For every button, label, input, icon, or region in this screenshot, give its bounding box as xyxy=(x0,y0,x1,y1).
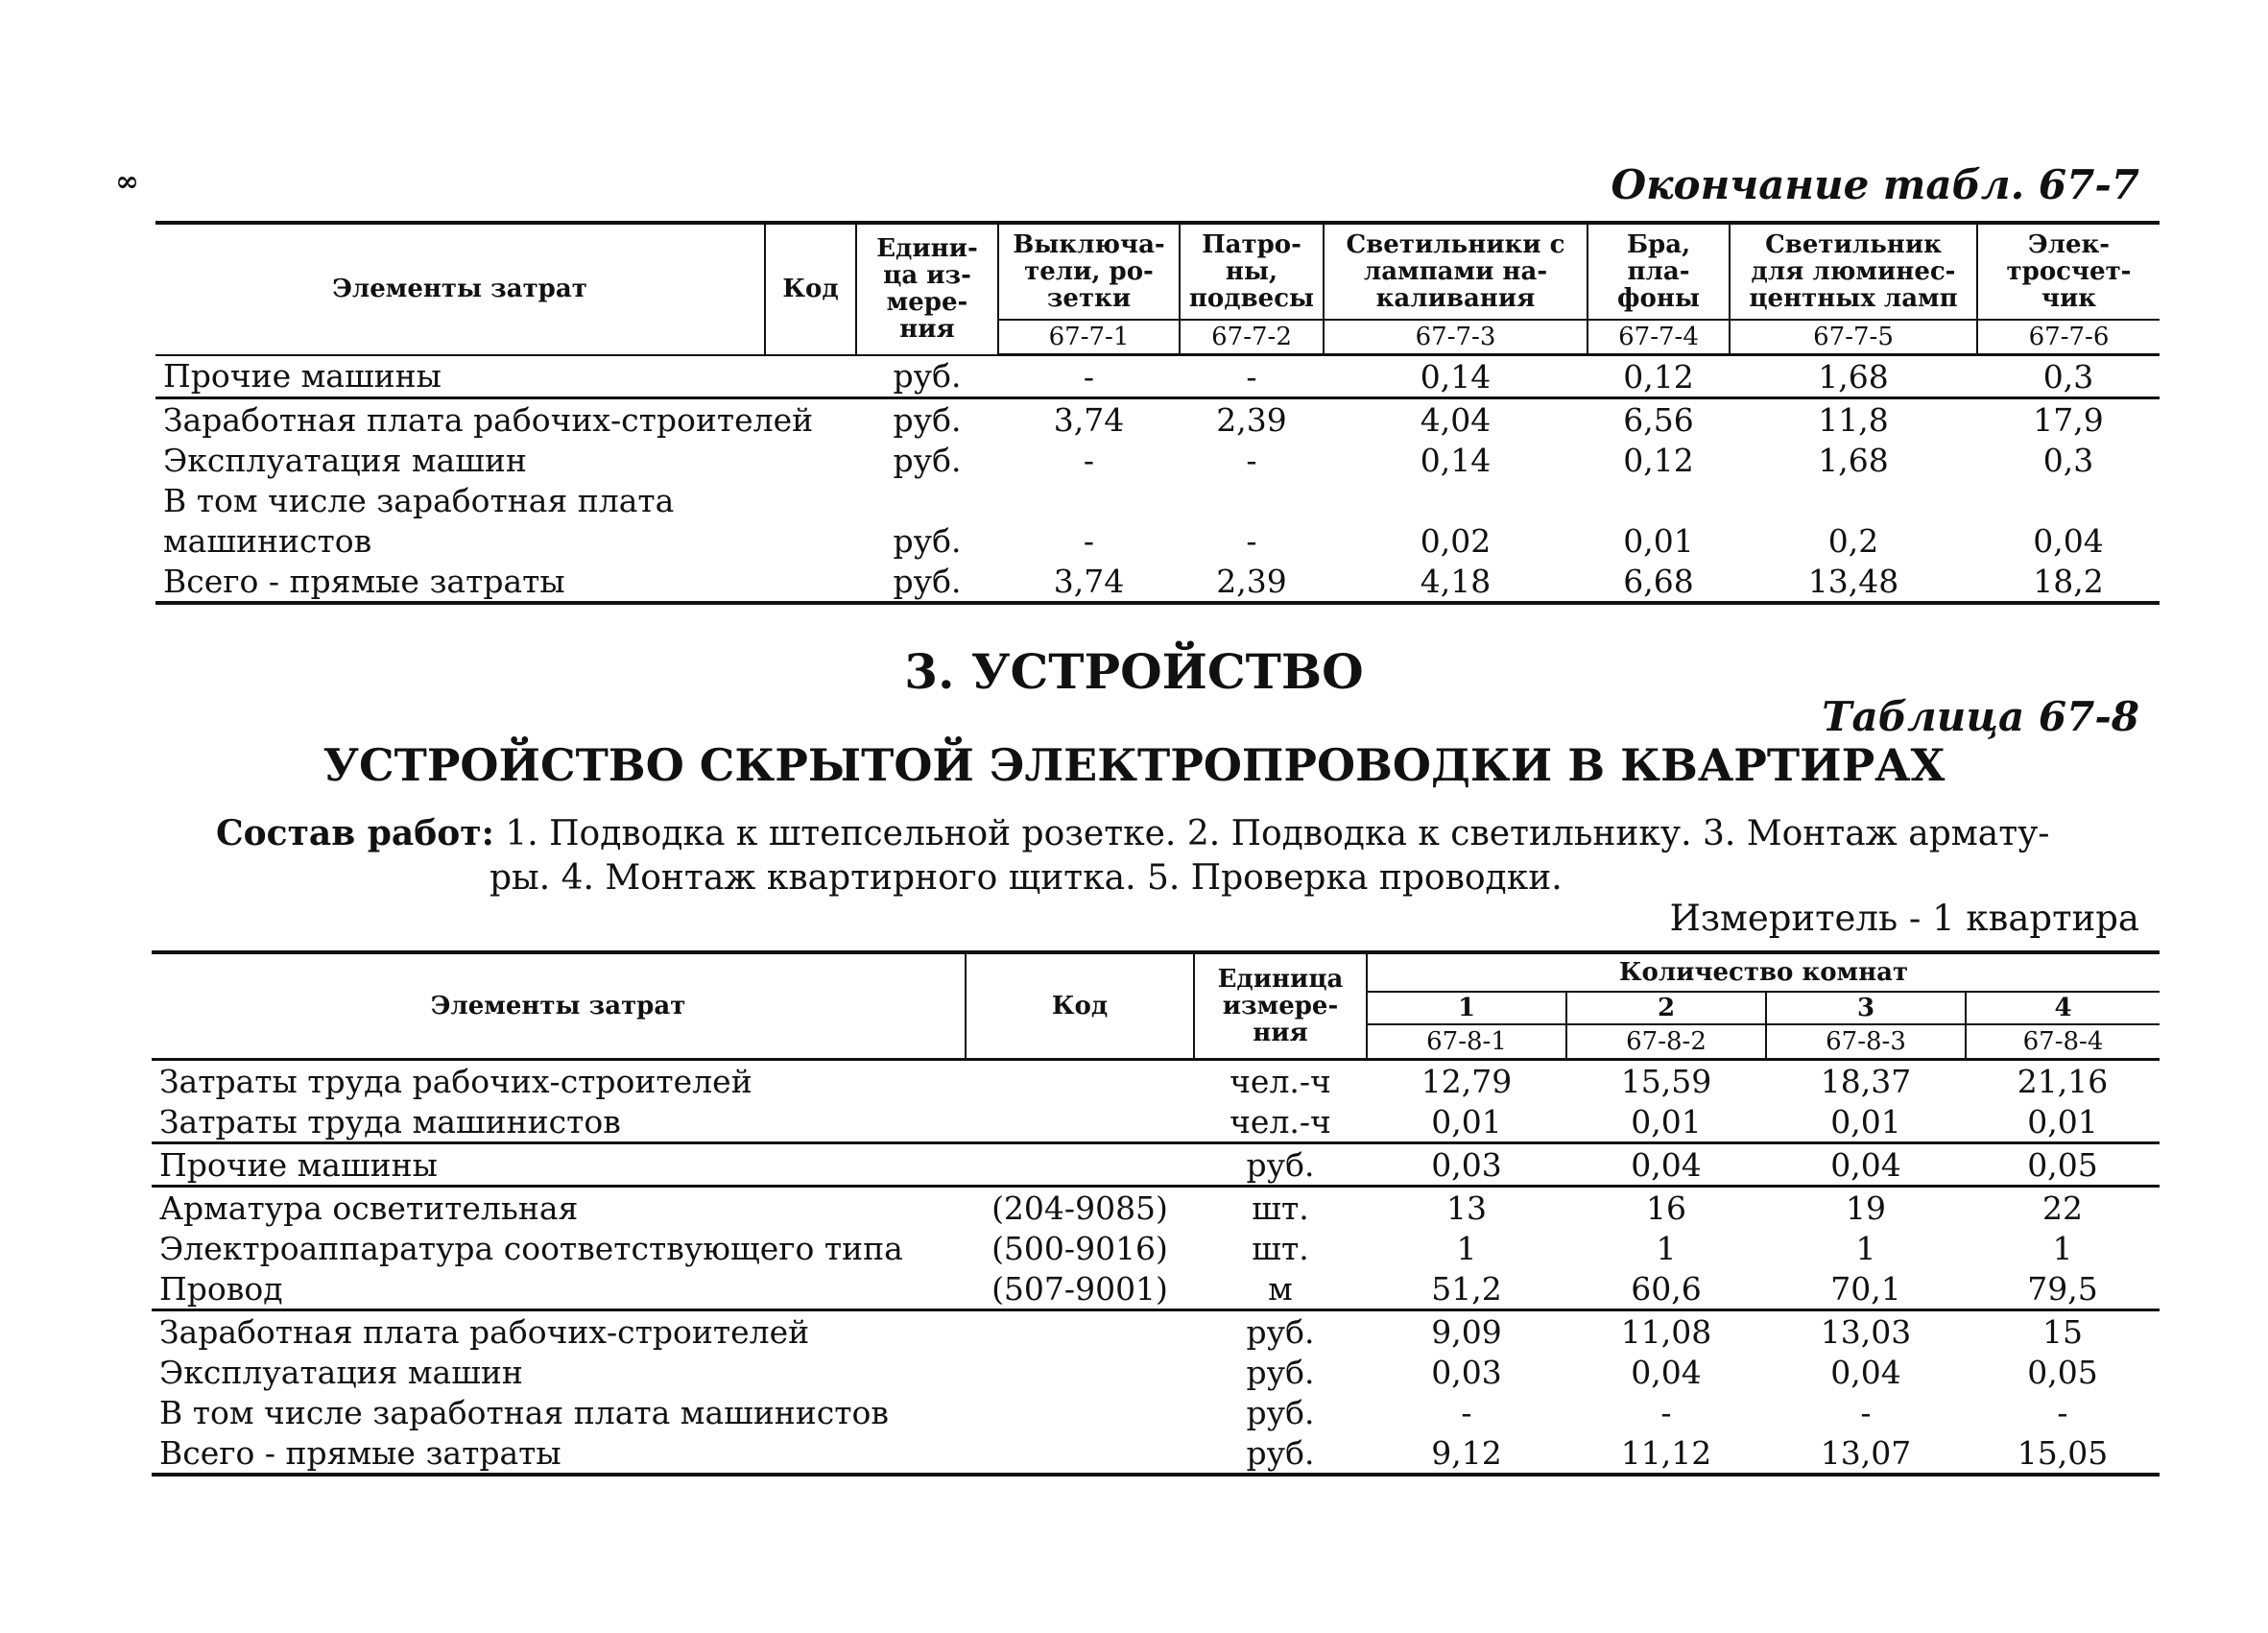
composition-line-2: ры. 4. Монтаж квартирного щитка. 5. Проверка проводки. xyxy=(489,858,1563,898)
row-code xyxy=(966,1060,1194,1102)
row-value: 9,12 xyxy=(1367,1432,1566,1475)
row-value: 13,03 xyxy=(1766,1310,1966,1353)
table-number: Таблица 67-8 xyxy=(1822,693,2139,740)
row-code: (507-9001) xyxy=(991,1269,1168,1308)
row-code: (500-9016) xyxy=(991,1229,1168,1267)
row-unit: руб. xyxy=(893,441,962,479)
row-name: Провод xyxy=(159,1269,283,1308)
row-value: 0,05 xyxy=(1966,1143,2160,1187)
row-name: Заработная плата рабочих-строителей xyxy=(155,398,856,441)
row-code: (204-9085) xyxy=(966,1187,1194,1229)
row-value: 1,68 xyxy=(1818,441,1889,479)
row-unit: руб. xyxy=(893,521,962,560)
row-value: 0,3 xyxy=(2042,357,2094,396)
table-row-total xyxy=(155,561,2160,603)
row-value: - xyxy=(1083,441,1095,479)
row-value: 60,6 xyxy=(1631,1269,1702,1308)
header-code-3: 67-7-3 xyxy=(1324,320,1588,355)
header-col-2: Патро-ны, подвесы xyxy=(1180,223,1324,320)
row-unit: руб. xyxy=(1194,1432,1367,1475)
row-value: - xyxy=(1246,441,1257,479)
row-value: 0,03 xyxy=(1431,1353,1502,1391)
row-name: машинистов xyxy=(163,521,372,560)
row-value: 13 xyxy=(1367,1187,1566,1229)
row-value: 11,08 xyxy=(1566,1310,1766,1353)
row-unit: шт. xyxy=(1194,1187,1367,1229)
row-unit: руб. xyxy=(856,561,998,603)
table-67-7-end xyxy=(155,221,2160,605)
row-value: 0,05 xyxy=(2027,1353,2098,1391)
row-code xyxy=(966,1310,1194,1353)
row-name: Всего - прямые затраты xyxy=(152,1432,966,1475)
table-row xyxy=(155,480,2160,520)
row-value: 0,12 xyxy=(1623,441,1694,479)
row-value: 0,14 xyxy=(1420,357,1492,396)
header-col-1: 1 xyxy=(1367,992,1566,1024)
row-value: 0,3 xyxy=(2042,441,2094,479)
table-row xyxy=(152,1352,2160,1392)
row-value: 16 xyxy=(1566,1187,1766,1229)
row-value: 15,59 xyxy=(1620,1062,1712,1100)
row-code xyxy=(966,1352,1194,1392)
row-name: Электроаппаратура соответствующего типа xyxy=(159,1229,903,1267)
table-row xyxy=(155,440,2160,480)
row-name: Эксплуатация машин xyxy=(159,1353,523,1391)
row-value: - xyxy=(1246,521,1257,560)
header-code-1: 67-7-1 xyxy=(998,320,1180,355)
work-composition xyxy=(216,811,2145,901)
row-value xyxy=(1977,480,2160,520)
row-code xyxy=(966,1392,1194,1432)
row-value: 0,04 xyxy=(1766,1143,1966,1187)
row-value: 19 xyxy=(1766,1187,1966,1229)
table-row xyxy=(152,1228,2160,1268)
row-name: Затраты труда рабочих-строителей xyxy=(159,1062,752,1100)
row-value: - xyxy=(1083,521,1095,560)
row-name: В том числе заработная плата машинистов xyxy=(159,1393,889,1431)
row-name: Эксплуатация машин xyxy=(163,441,527,479)
row-value: 15 xyxy=(1966,1310,2160,1353)
table-row xyxy=(152,1143,2160,1187)
table-row xyxy=(152,1187,2160,1229)
table-row-total xyxy=(152,1432,2160,1475)
header-col-4: 4 xyxy=(1966,992,2160,1024)
row-value: - xyxy=(1461,1393,1472,1431)
row-name: Заработная плата рабочих-строителей xyxy=(152,1310,966,1353)
row-value: 70,1 xyxy=(1830,1269,1901,1308)
header-col-2: 2 xyxy=(1566,992,1766,1024)
table-row xyxy=(152,1060,2160,1102)
row-value: 1 xyxy=(1456,1229,1477,1267)
table-67-8 xyxy=(152,950,2160,1477)
row-value: 0,2 xyxy=(1827,521,1879,560)
header-unit: Единица измере-ния xyxy=(1194,952,1367,1060)
row-value: 21,16 xyxy=(2017,1062,2109,1100)
row-value xyxy=(1588,480,1730,520)
row-name: Прочие машины xyxy=(152,1143,966,1187)
row-value: 51,2 xyxy=(1431,1269,1502,1308)
row-value: 4,18 xyxy=(1324,561,1588,603)
row-value: 3,74 xyxy=(998,561,1180,603)
row-name: В том числе заработная плата xyxy=(163,481,675,519)
row-name: Затраты труда машинистов xyxy=(159,1102,621,1141)
header-elements: Элементы затрат xyxy=(155,223,765,355)
row-unit: руб. xyxy=(1246,1393,1315,1431)
row-value: 79,5 xyxy=(2027,1269,2098,1308)
header-code: Код xyxy=(966,952,1194,1060)
row-value: 1,68 xyxy=(1818,357,1889,396)
header-unit: Едини-ца из-мере-ния xyxy=(856,223,998,355)
header-code-4: 67-8-4 xyxy=(1966,1024,2160,1060)
row-value: 0,03 xyxy=(1367,1143,1566,1187)
row-unit: м xyxy=(1268,1269,1293,1308)
header-col-4: Бра, пла-фоны xyxy=(1588,223,1730,320)
row-unit xyxy=(856,480,998,520)
row-unit: руб. xyxy=(1194,1310,1367,1353)
continuation-title: Окончание табл. 67-7 xyxy=(1611,161,2139,208)
header-code-1: 67-8-1 xyxy=(1367,1024,1566,1060)
row-value: 1 xyxy=(2052,1229,2073,1267)
row-value: 0,14 xyxy=(1420,441,1492,479)
row-value xyxy=(998,480,1180,520)
header-col-3: 3 xyxy=(1766,992,1966,1024)
row-value: 22 xyxy=(1966,1187,2160,1229)
row-value: 0,04 xyxy=(1830,1353,1901,1391)
row-value: 0,12 xyxy=(1623,357,1694,396)
row-value: 1 xyxy=(1656,1229,1677,1267)
header-code-2: 67-7-2 xyxy=(1180,320,1324,355)
header-code-6: 67-7-6 xyxy=(1977,320,2160,355)
row-value: 18,2 xyxy=(1977,561,2160,603)
header-rooms-group: Количество комнат xyxy=(1367,952,2160,992)
row-code xyxy=(966,1432,1194,1475)
row-value: 0,01 xyxy=(1830,1102,1901,1141)
row-unit: руб. xyxy=(893,357,962,396)
row-value: 18,37 xyxy=(1820,1062,1912,1100)
table-row xyxy=(155,355,2160,398)
header-code-3: 67-8-3 xyxy=(1766,1024,1966,1060)
table-row xyxy=(152,1101,2160,1143)
row-value: 11,12 xyxy=(1566,1432,1766,1475)
measure-unit: Измеритель - 1 квартира xyxy=(1669,898,2139,939)
row-value: 0,01 xyxy=(1431,1102,1502,1141)
composition-line-1: 1. Подводка к штепсельной розетке. 2. Подводка к светильнику. 3. Монтаж армату- xyxy=(505,814,2050,853)
row-value: 0,01 xyxy=(2027,1102,2098,1141)
row-value: 9,09 xyxy=(1367,1310,1566,1353)
header-col-6: Элек-тросчет-чик xyxy=(1977,223,2160,320)
row-value: 0,01 xyxy=(1623,521,1694,560)
row-value: 2,39 xyxy=(1180,561,1324,603)
row-value xyxy=(1324,480,1588,520)
row-value: 6,56 xyxy=(1588,398,1730,441)
row-value: 2,39 xyxy=(1180,398,1324,441)
row-unit: руб. xyxy=(856,398,998,441)
header-col-5: Светильник для люминес-центных ламп xyxy=(1730,223,1977,320)
table-row xyxy=(152,1268,2160,1310)
header-elements: Элементы затрат xyxy=(152,952,966,1060)
row-value xyxy=(1730,480,1977,520)
row-value: 0,01 xyxy=(1631,1102,1702,1141)
row-value: 6,68 xyxy=(1588,561,1730,603)
row-value: 0,04 xyxy=(2033,521,2104,560)
header-col-3: Светильники с лампами на-каливания xyxy=(1324,223,1588,320)
row-value: 15,05 xyxy=(1966,1432,2160,1475)
row-name: Прочие машины xyxy=(163,357,442,396)
table-row xyxy=(152,1310,2160,1353)
row-unit: руб. xyxy=(1246,1353,1315,1391)
table-row xyxy=(155,398,2160,441)
row-unit: чел.-ч xyxy=(1229,1062,1331,1100)
header-col-1: Выключа-тели, ро-зетки xyxy=(998,223,1180,320)
row-unit: руб. xyxy=(1194,1143,1367,1187)
header-code-5: 67-7-5 xyxy=(1730,320,1977,355)
row-value: - xyxy=(1246,357,1257,396)
row-value: 0,04 xyxy=(1631,1353,1702,1391)
composition-label: Состав работ: xyxy=(216,813,494,853)
page-number: ∞ xyxy=(115,165,139,199)
row-value: - xyxy=(1860,1393,1872,1431)
row-value xyxy=(1180,480,1324,520)
row-value: - xyxy=(1083,357,1095,396)
row-value: - xyxy=(2057,1393,2068,1431)
table-row xyxy=(152,1392,2160,1432)
row-name: Всего - прямые затраты xyxy=(155,561,856,603)
header-code: Код xyxy=(765,223,856,355)
table-title: УСТРОЙСТВО СКРЫТОЙ ЭЛЕКТРОПРОВОДКИ В КВАРТИРАХ xyxy=(322,739,1946,791)
header-code-4: 67-7-4 xyxy=(1588,320,1730,355)
header-code-2: 67-8-2 xyxy=(1566,1024,1766,1060)
row-name: Арматура осветительная xyxy=(152,1187,966,1229)
row-value: 1 xyxy=(1855,1229,1876,1267)
row-value: 13,07 xyxy=(1766,1432,1966,1475)
row-value: - xyxy=(1660,1393,1672,1431)
row-value: 17,9 xyxy=(1977,398,2160,441)
row-code xyxy=(966,1143,1194,1187)
section-heading: 3. УСТРОЙСТВО xyxy=(904,643,1364,700)
row-value: 0,02 xyxy=(1420,521,1492,560)
row-value: 13,48 xyxy=(1730,561,1977,603)
row-code xyxy=(966,1101,1194,1143)
row-value: 0,04 xyxy=(1566,1143,1766,1187)
table-row xyxy=(155,520,2160,561)
row-value: 4,04 xyxy=(1324,398,1588,441)
row-value: 11,8 xyxy=(1730,398,1977,441)
row-value: 3,74 xyxy=(998,398,1180,441)
row-unit: чел.-ч xyxy=(1229,1102,1331,1141)
row-unit: шт. xyxy=(1252,1229,1309,1267)
row-value: 12,79 xyxy=(1420,1062,1513,1100)
